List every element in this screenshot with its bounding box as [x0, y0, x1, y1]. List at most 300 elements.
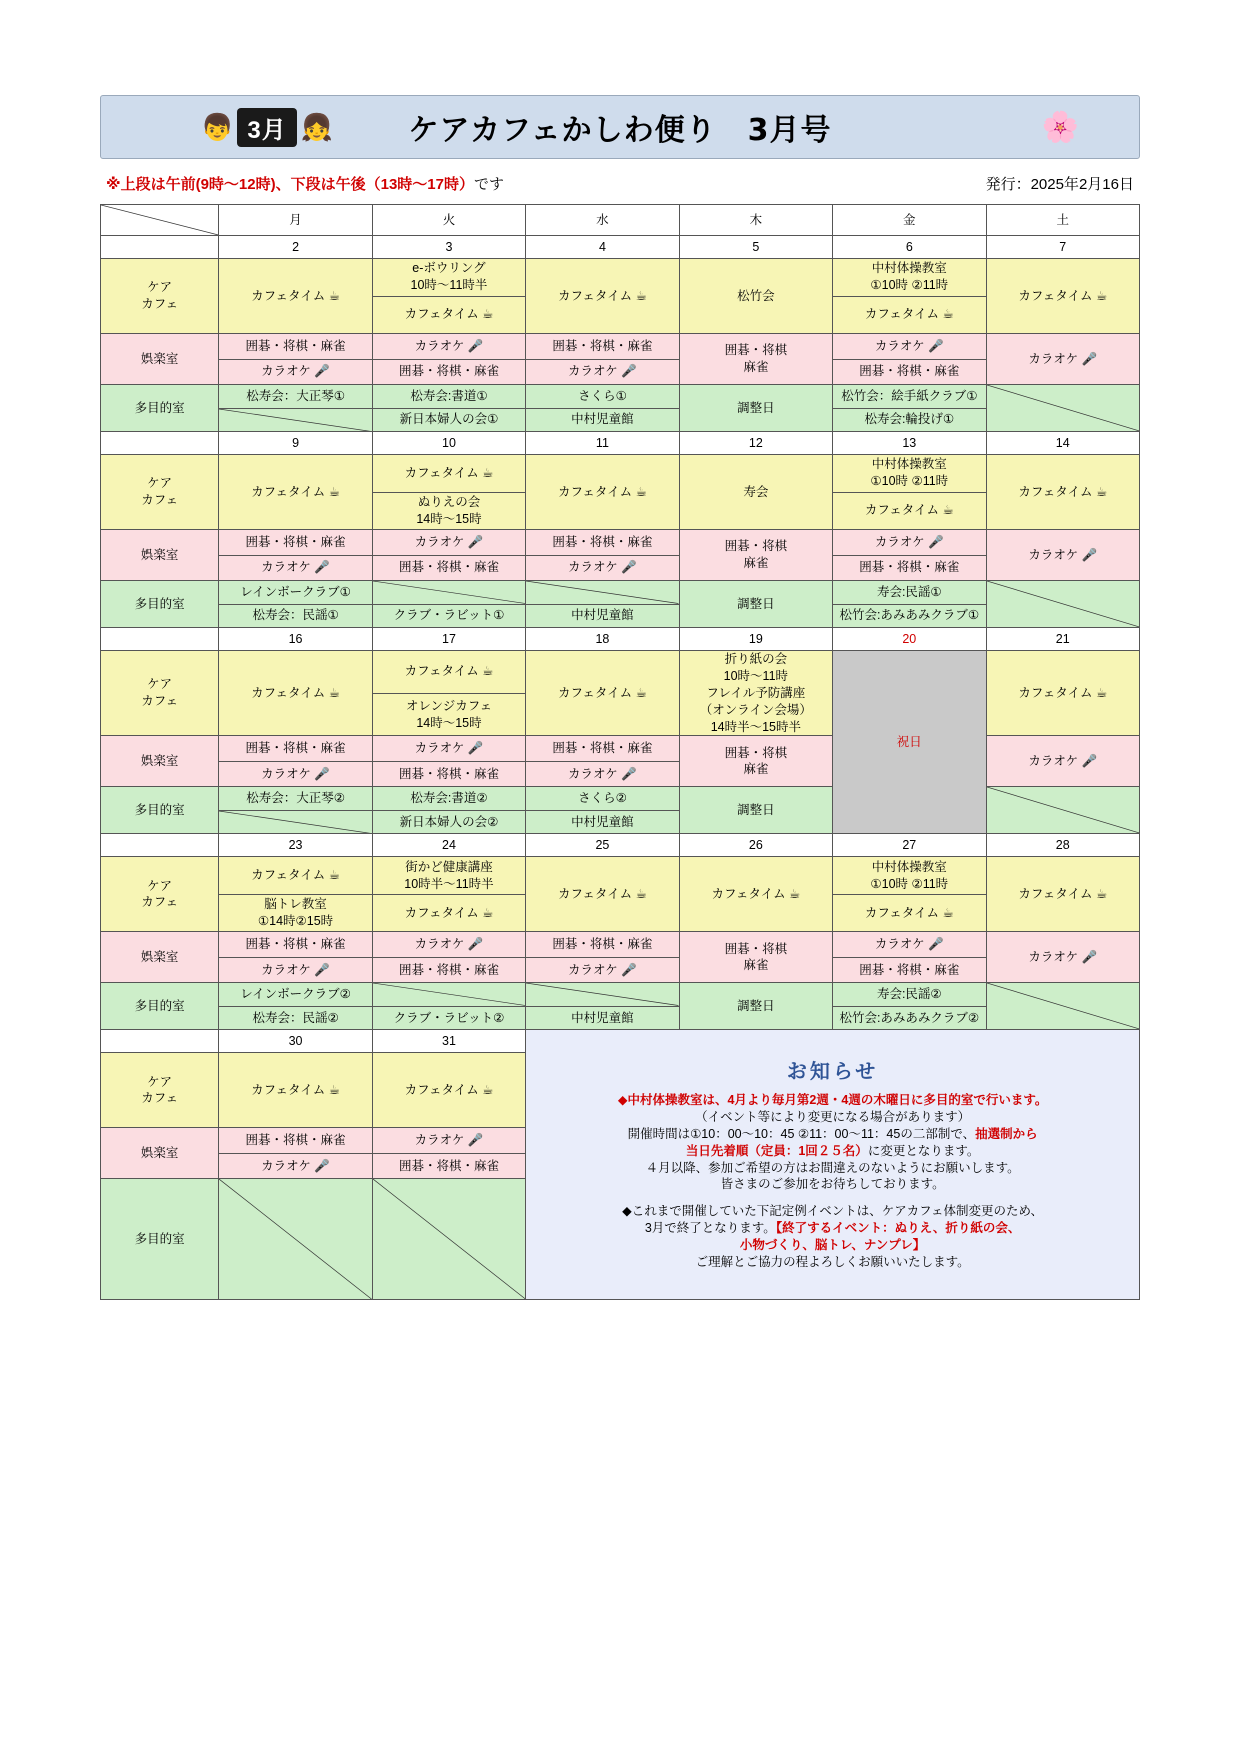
room-label-cafe: ケア カフェ: [101, 259, 219, 334]
empty-diagonal: [219, 1179, 371, 1299]
cell-am: [526, 932, 678, 957]
goraku-cell: [372, 334, 525, 385]
multi-cell: [679, 385, 832, 432]
notice-line-6: 皆さまのご参加をお待ちしております。: [720, 1177, 945, 1192]
cell-pm: [373, 492, 525, 530]
multi-cell: [986, 983, 1139, 1030]
cell-line: カフェタイム ☕: [404, 307, 494, 322]
cell-content: [680, 787, 832, 833]
goraku-cell: [219, 1128, 372, 1179]
cell-line: カラオケ 🎤: [414, 937, 484, 952]
cell-line: 囲碁・将棋: [724, 539, 788, 554]
cafe-cell: [219, 259, 372, 334]
cell-line: ①10時 ②11時: [870, 278, 949, 293]
cell-line: 囲碁・将棋・麻雀: [245, 338, 346, 353]
empty-diagonal: [373, 1179, 525, 1299]
cell-pm: [526, 957, 678, 983]
cell-content: [680, 385, 832, 431]
cell-split: [373, 736, 525, 786]
cell-pm: [373, 359, 525, 385]
cafe-cell: [526, 455, 679, 530]
cell-content: [987, 651, 1139, 735]
cell-line: カラオケ 🎤: [414, 1133, 484, 1148]
cell-line: 囲碁・将棋・麻雀: [398, 962, 499, 977]
date-cell: 28: [986, 834, 1139, 857]
dow-5: 土: [986, 205, 1139, 236]
cell-content: [680, 651, 832, 735]
cell-am: [833, 259, 985, 296]
cell-line: 囲碁・将棋・麻雀: [552, 741, 653, 756]
cell-split: [219, 932, 371, 982]
cell-content: [680, 581, 832, 627]
cell-line: カフェタイム ☕: [558, 685, 647, 700]
notice-line-3: 開催時間は①10：00～10：45 ②11：00～11：45の二部制で、抽選制から: [627, 1126, 1038, 1141]
room-label-goraku: 娯楽室: [101, 334, 219, 385]
cell-am: [373, 334, 525, 359]
cell-line: さくら②: [578, 791, 627, 806]
cell-pm: [373, 604, 525, 628]
date-row-spacer: [101, 628, 219, 651]
multi-cell: [986, 787, 1139, 834]
cell-am: [526, 334, 678, 359]
cell-line: 松竹会: [737, 288, 775, 303]
cherry-blossom-tree-icon: 🌸: [1041, 110, 1079, 144]
empty-diagonal: [373, 983, 525, 1006]
cell-am: [219, 530, 371, 555]
cell-line: カフェタイム ☕: [1018, 886, 1108, 901]
multi-cell: [679, 581, 832, 628]
goraku-cell: [526, 530, 679, 581]
cell-pm: [833, 359, 985, 385]
cell-pm-empty: [219, 810, 371, 834]
cell-content: [987, 259, 1139, 333]
multi-cell: [372, 1179, 525, 1300]
row-multi: [101, 385, 1140, 432]
cell-line: 囲碁・将棋・麻雀: [398, 766, 499, 781]
room-label-goraku: 娯楽室: [101, 530, 219, 581]
cell-line: カフェタイム ☕: [1018, 288, 1108, 303]
cell-line: カラオケ 🎤: [1028, 949, 1098, 964]
cell-line: 囲碁・将棋・麻雀: [552, 534, 653, 549]
cell-am: [219, 932, 371, 957]
child-icon: 👦: [201, 112, 234, 142]
empty-diagonal: [219, 811, 371, 834]
cell-line: 新日本婦人の会②: [399, 814, 499, 829]
cell-line: 街かど健康講座: [405, 859, 493, 874]
cell-line: カフェタイム ☕: [864, 307, 954, 322]
cell-pm: [373, 1153, 525, 1179]
goraku-cell: [526, 736, 679, 787]
date-cell: 9: [219, 432, 372, 455]
goraku-cell: [372, 932, 525, 983]
goraku-cell: [986, 736, 1139, 787]
goraku-cell: [833, 334, 986, 385]
cafe-cell: [679, 259, 832, 334]
month-badge: 3月: [237, 108, 296, 147]
cell-line: カフェタイム ☕: [864, 905, 954, 920]
cell-split: [219, 334, 371, 384]
multi-cell: [372, 787, 525, 834]
cell-line: 松寿会：民謡②: [252, 1010, 339, 1025]
cell-line: ①10時 ②11時: [870, 876, 949, 891]
cell-am: [219, 334, 371, 359]
multi-cell: [833, 581, 986, 628]
cafe-cell: [372, 259, 525, 334]
cell-pm: [526, 555, 678, 581]
goraku-cell: [526, 334, 679, 385]
cell-split: [526, 530, 678, 580]
cell-am: [833, 857, 985, 894]
cell-pm-empty: [219, 408, 371, 432]
cell-pm: [219, 359, 371, 385]
cell-line: 祝日: [896, 734, 922, 749]
cell-split: [833, 983, 985, 1029]
cell-content: [526, 651, 678, 735]
goraku-cell: [833, 932, 986, 983]
corner-diagonal: [101, 205, 218, 235]
date-row: [101, 236, 1140, 259]
cell-content: [680, 530, 832, 580]
row-multi: [101, 581, 1140, 628]
cell-split: [373, 581, 525, 627]
cell-line: 中村体操教室: [871, 261, 947, 276]
cell-split: [526, 787, 678, 833]
dow-0: 月: [219, 205, 372, 236]
goraku-cell: [833, 530, 986, 581]
dow-4: 金: [833, 205, 986, 236]
cell-line: 麻雀: [743, 360, 769, 374]
cell-split: [833, 455, 985, 529]
cell-line: カフェタイム ☕: [251, 484, 340, 499]
cell-line: カフェタイム ☕: [404, 905, 494, 920]
cell-line: 10時～11時半: [410, 278, 488, 293]
cell-line: クラブ・ラビット①: [393, 608, 505, 623]
cell-split: [526, 334, 678, 384]
cell-content: [680, 259, 832, 333]
cell-line: カラオケ 🎤: [1028, 547, 1098, 562]
cell-split: [219, 385, 371, 431]
cell-pm: [219, 604, 371, 628]
room-label-multi: 多目的室: [101, 1179, 219, 1300]
cell-line: カラオケ 🎤: [414, 338, 484, 353]
cell-split: [373, 455, 525, 529]
cell-line: 囲碁・将棋・麻雀: [245, 1133, 346, 1148]
cell-am: [219, 581, 371, 604]
cell-split: [526, 736, 678, 786]
multi-cell: [372, 581, 525, 628]
cell-split: [219, 530, 371, 580]
cell-am: [373, 736, 525, 761]
cell-content: [680, 857, 832, 931]
cell-pm: [373, 555, 525, 581]
cell-line: 10時半～11時半: [404, 876, 494, 891]
room-label-goraku: 娯楽室: [101, 1128, 219, 1179]
cell-line: フレイル予防講座: [706, 685, 806, 700]
header-left-decor: [201, 108, 333, 147]
cell-line: 脳トレ教室: [264, 897, 327, 912]
cell-line: カフェタイム ☕: [251, 685, 340, 700]
notice-box: [526, 1030, 1140, 1300]
cafe-cell: [679, 857, 832, 932]
dow-3: 木: [679, 205, 832, 236]
cell-line: カラオケ 🎤: [261, 962, 330, 977]
cell-line: 14時～15時: [416, 715, 482, 730]
cell-split: [526, 385, 678, 431]
goraku-cell: [372, 736, 525, 787]
cell-line: カラオケ 🎤: [261, 560, 330, 575]
room-label-cafe: ケア カフェ: [101, 857, 219, 932]
goraku-cell: [986, 334, 1139, 385]
cell-line: 14時半～15時半: [710, 719, 801, 734]
cell-am: [219, 385, 371, 408]
cell-line: 中村児童館: [571, 1010, 634, 1025]
time-note: [106, 173, 504, 194]
cell-pm: [373, 296, 525, 334]
cell-line: カラオケ 🎤: [568, 962, 637, 977]
date-row: [101, 834, 1140, 857]
multi-cell: [219, 581, 372, 628]
cell-line: クラブ・ラビット②: [393, 1010, 505, 1025]
goraku-cell: [679, 932, 832, 983]
cell-line: カフェタイム ☕: [404, 465, 494, 480]
cell-line: 調整日: [737, 400, 775, 415]
cell-am: [833, 932, 985, 957]
cell-line: オレンジカフェ: [405, 698, 493, 713]
cell-content: [680, 455, 832, 529]
cell-content: [219, 1053, 371, 1127]
cell-line: 寿会: [743, 484, 769, 499]
cell-line: 松竹会：絵手紙クラブ①: [841, 388, 978, 403]
cell-line: 10時～11時: [723, 668, 789, 683]
cell-pm: [373, 1006, 525, 1030]
page-title: ケアカフェかしわ便り 3月号: [408, 113, 832, 148]
cell-content: [219, 455, 371, 529]
cell-content: [680, 736, 832, 786]
dow-2: 水: [526, 205, 679, 236]
cell-line: 松寿会:書道②: [410, 791, 488, 806]
row-cafe: [101, 857, 1140, 932]
multi-cell: [526, 983, 679, 1030]
date-cell: 5: [679, 236, 832, 259]
cell-split: [373, 1128, 525, 1178]
cell-split: [526, 581, 678, 627]
cell-pm: [373, 408, 525, 432]
cell-line: レインボークラブ①: [240, 584, 351, 599]
cell-pm: [219, 894, 371, 932]
multi-cell: [679, 787, 832, 834]
notice-line-9: 小物づくり、脳トレ、ナンプレ】: [739, 1238, 926, 1252]
cafe-cell: [372, 651, 525, 736]
calendar-table: [100, 204, 1140, 1300]
empty-diagonal: [987, 983, 1139, 1029]
cafe-cell: [833, 455, 986, 530]
notice-line-2: （イベント等により変更になる場合があります）: [695, 1109, 971, 1124]
cell-line: カラオケ 🎤: [414, 741, 484, 756]
cell-am: [373, 932, 525, 957]
date-row-spacer: [101, 236, 219, 259]
cell-line: 中村児童館: [571, 608, 634, 623]
cafe-cell: [219, 857, 372, 932]
cell-content: [987, 334, 1139, 384]
cell-line: カラオケ 🎤: [568, 766, 637, 781]
cell-line: カラオケ 🎤: [414, 534, 484, 549]
cell-line: カラオケ 🎤: [874, 338, 944, 353]
date-cell: 2: [219, 236, 372, 259]
cell-am-empty: [373, 983, 525, 1006]
cell-split: [833, 581, 985, 627]
date-cell: 4: [526, 236, 679, 259]
cafe-cell: [679, 651, 832, 736]
date-cell: 18: [526, 628, 679, 651]
cell-split: [219, 581, 371, 627]
cell-line: 松寿会：民謡①: [252, 608, 339, 623]
cell-am: [373, 530, 525, 555]
goraku-cell: [372, 1128, 525, 1179]
cell-am: [526, 787, 678, 810]
date-cell: 17: [372, 628, 525, 651]
cell-line: カラオケ 🎤: [568, 560, 637, 575]
cell-line: カラオケ 🎤: [1028, 753, 1098, 768]
empty-diagonal: [219, 409, 371, 432]
cell-line: 囲碁・将棋: [724, 745, 788, 760]
room-label-multi: 多目的室: [101, 983, 219, 1030]
cell-split: [833, 334, 985, 384]
date-row: [101, 628, 1140, 651]
cell-line: 調整日: [737, 802, 775, 817]
cell-line: ぬりえの会: [417, 494, 481, 509]
row-multi: [101, 983, 1140, 1030]
cell-pm: [219, 761, 371, 787]
date-cell: 13: [833, 432, 986, 455]
cell-line: 囲碁・将棋・麻雀: [398, 364, 499, 379]
cell-line: さくら①: [578, 388, 627, 403]
cell-line: 囲碁・将棋・麻雀: [552, 937, 653, 952]
notice-line-8: 3月で終了となります。【終了するイベント：ぬりえ、折り紙の会、: [644, 1221, 1021, 1236]
cell-split: [373, 932, 525, 982]
cell-line: カフェタイム ☕: [558, 484, 647, 499]
cell-line: カフェタイム ☕: [864, 503, 954, 518]
cell-pm: [373, 810, 525, 834]
cell-line: カラオケ 🎤: [261, 364, 330, 379]
cell-pm: [373, 957, 525, 983]
cell-pm: [373, 761, 525, 787]
room-label-multi: 多目的室: [101, 385, 219, 432]
goraku-cell: [219, 736, 372, 787]
room-label-goraku: 娯楽室: [101, 932, 219, 983]
cell-line: 麻雀: [743, 762, 769, 777]
cell-line: 中村体操教室: [871, 859, 947, 874]
cafe-cell: [372, 1053, 525, 1128]
cell-content: [680, 334, 832, 384]
cell-split: [833, 259, 985, 333]
date-cell: 30: [219, 1030, 372, 1053]
row-cafe: [101, 455, 1140, 530]
cafe-cell: [679, 455, 832, 530]
cell-pm: [833, 408, 985, 432]
cell-split: [833, 932, 985, 982]
cell-am: [373, 651, 525, 693]
time-note-red: 上段は午前(9時～12時)、下段は午後（13時～17時）: [120, 176, 474, 193]
notice-title: お知らせ: [786, 1061, 879, 1083]
notice-line-1: ◆中村体操教室は、4月より毎月第2週・4週の木曜日に多目的室で行います。: [617, 1093, 1048, 1107]
cell-line: カフェタイム ☕: [1018, 685, 1108, 700]
cell-split: [373, 334, 525, 384]
cell-am: [526, 736, 678, 761]
multi-cell: [219, 1179, 372, 1300]
cell-am: [373, 259, 525, 296]
cell-am: [219, 983, 371, 1006]
cell-am-empty: [373, 581, 525, 604]
date-cell: 24: [372, 834, 525, 857]
cell-line: 麻雀: [743, 958, 769, 973]
cell-line: カラオケ 🎤: [261, 766, 330, 781]
table-corner: [101, 205, 219, 236]
cell-line: 中村体操教室: [871, 457, 947, 472]
goraku-cell: [526, 932, 679, 983]
cell-am: [373, 1128, 525, 1153]
time-note-tail: です: [473, 176, 504, 193]
multi-cell: [372, 385, 525, 432]
cell-line: e-ボウリング: [412, 261, 486, 276]
empty-diagonal: [526, 581, 678, 604]
room-label-cafe: ケア カフェ: [101, 651, 219, 736]
date-cell: 7: [986, 236, 1139, 259]
cell-line: カフェタイム ☕: [558, 886, 647, 901]
cell-pm: [833, 957, 985, 983]
cell-split: [373, 787, 525, 833]
cell-am-empty: [526, 983, 678, 1006]
date-cell: 3: [372, 236, 525, 259]
row-goraku: [101, 932, 1140, 983]
date-row: [101, 432, 1140, 455]
goraku-cell: [219, 932, 372, 983]
cafe-cell: [986, 455, 1139, 530]
cell-content: [680, 983, 832, 1029]
cell-line: カフェタイム ☕: [251, 1082, 340, 1097]
notice-line-10: ご理解とご協力の程よろしくお願いいたします。: [695, 1254, 970, 1269]
cafe-cell: [219, 651, 372, 736]
cell-line: （オンライン会場）: [699, 702, 812, 717]
cell-line: 麻雀: [743, 556, 769, 570]
cell-line: 松竹会:あみあみクラブ①: [839, 608, 980, 623]
cell-split: [373, 530, 525, 580]
cell-line: カフェタイム ☕: [404, 1082, 494, 1097]
date-cell: 19: [679, 628, 832, 651]
cell-line: 中村児童館: [571, 814, 634, 829]
cell-pm: [219, 555, 371, 581]
multi-cell: [219, 983, 372, 1030]
cell-pm: [526, 359, 678, 385]
cell-split: [833, 857, 985, 931]
cell-split: [219, 1128, 371, 1178]
cell-pm: [526, 604, 678, 628]
cell-pm: [833, 555, 985, 581]
cell-line: 調整日: [737, 596, 775, 611]
goraku-cell: [219, 530, 372, 581]
multi-cell: [219, 385, 372, 432]
cell-line: カフェタイム ☕: [711, 886, 801, 901]
date-cell: 12: [679, 432, 832, 455]
cell-line: カラオケ 🎤: [261, 1158, 330, 1173]
goraku-cell: [372, 530, 525, 581]
cell-line: 囲碁・将棋・麻雀: [859, 560, 960, 575]
date-cell: 31: [372, 1030, 525, 1053]
cell-am: [373, 787, 525, 810]
cell-content: [526, 259, 678, 333]
multi-cell: [372, 983, 525, 1030]
cell-split: [526, 983, 678, 1029]
cell-am: [219, 1128, 371, 1153]
